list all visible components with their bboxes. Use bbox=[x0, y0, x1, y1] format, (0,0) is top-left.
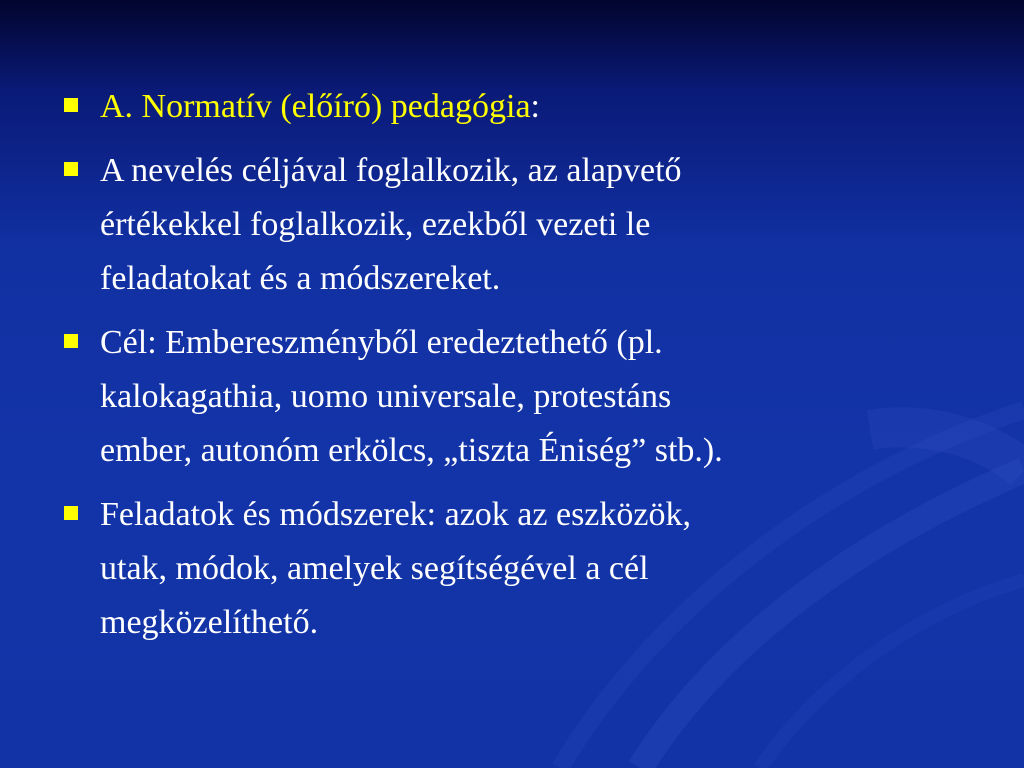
bullet-text bbox=[100, 324, 723, 469]
square-bullet-icon bbox=[64, 506, 78, 520]
slide-title-item bbox=[62, 80, 962, 134]
square-bullet-icon bbox=[64, 334, 78, 348]
bullet-line: A nevelés céljával foglalkozik, az alapvető bbox=[100, 152, 682, 189]
square-bullet-icon bbox=[64, 162, 78, 176]
bullet-line: értékekkel foglalkozik, ezekből vezeti le bbox=[100, 206, 651, 243]
bullet-line: ember, autonóm erkölcs, „tiszta Éniség” stb.). bbox=[100, 432, 723, 469]
bullet-line: utak, módok, amelyek segítségével a cél bbox=[100, 550, 649, 587]
bullet-text bbox=[100, 152, 682, 297]
bullet-text bbox=[100, 496, 691, 641]
bullet-line: Cél: Embereszményből eredeztethető (pl. bbox=[100, 324, 663, 361]
bullet-line: feladatokat és a módszereket. bbox=[100, 260, 501, 297]
bullet-item bbox=[62, 144, 962, 306]
bullet-line: kalokagathia, uomo universale, protestáns bbox=[100, 378, 672, 415]
bullet-item bbox=[62, 316, 962, 478]
slide-title: A. Normatív (előíró) pedagógia bbox=[100, 88, 531, 125]
bullet-list bbox=[62, 80, 962, 650]
square-bullet-icon bbox=[64, 98, 78, 112]
bullet-line: megközelíthető. bbox=[100, 604, 319, 641]
bullet-item bbox=[62, 488, 962, 650]
bullet-line: Feladatok és módszerek: azok az eszközök, bbox=[100, 496, 691, 533]
slide-content bbox=[62, 80, 962, 660]
slide-title-colon: : bbox=[530, 88, 540, 125]
